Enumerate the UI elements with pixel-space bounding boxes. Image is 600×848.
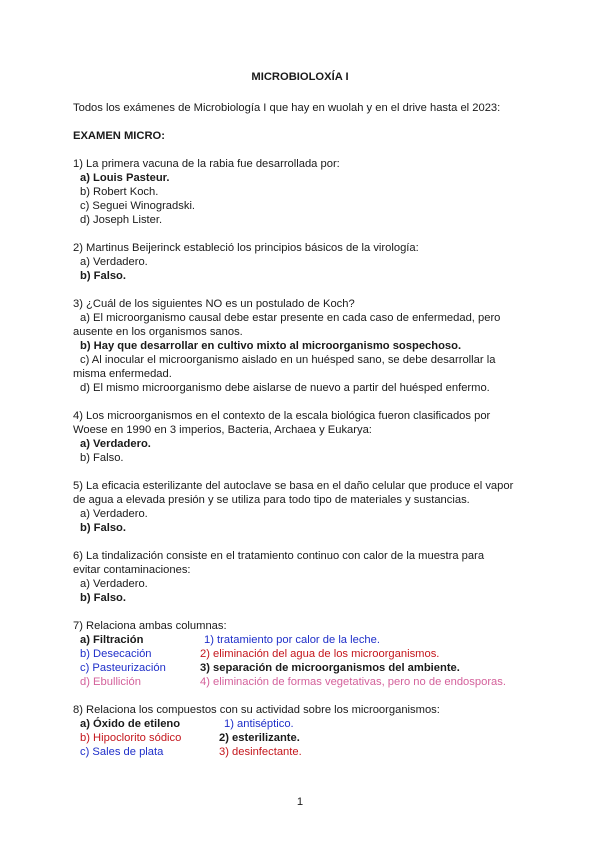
question-3-option-c-cont: misma enfermedad. (73, 368, 172, 380)
q7-left-c: c) Pasteurización (80, 662, 166, 674)
question-3-stem: 3) ¿Cuál de los siguientes NO es un postulado de Koch? (73, 298, 355, 310)
question-6-option-b: b) Falso. (80, 592, 126, 604)
question-6-stem: 6) La tindalización consiste en el tratamiento continuo con calor de la muestra para (73, 550, 485, 562)
question-7-stem: 7) Relaciona ambas columnas: (73, 620, 227, 632)
question-2-option-b: b) Falso. (80, 270, 126, 282)
document-title: MICROBIOLOXÍA I (251, 71, 349, 83)
question-1-option-a: a) Louis Pasteur. (80, 172, 170, 184)
intro-text: Todos los exámenes de Microbiología I que hay en wuolah y en el drive hasta el 2023: (73, 102, 501, 114)
question-4-stem-cont: Woese en 1990 en 3 imperios, Bacteria, Archaea y Eukarya: (73, 424, 372, 436)
question-3-option-c: c) Al inocular el microorganismo aislado en un huésped sano, se debe desarrollar la (80, 354, 496, 366)
q8-left-c: c) Sales de plata (80, 746, 164, 758)
question-1-option-c: c) Seguei Winogradski. (80, 200, 196, 212)
q8-right-3: 3) desinfectante. (219, 746, 302, 758)
q7-right-1: 1) tratamiento por calor de la leche. (204, 634, 380, 646)
q7-right-3: 3) separación de microorganismos del ambiente. (200, 662, 460, 674)
question-4-stem: 4) Los microorganismos en el contexto de la escala biológica fueron clasificados por (73, 410, 491, 422)
q7-right-4: 4) eliminación de formas vegetativas, pero no de endosporas. (200, 676, 506, 688)
question-8-stem: 8) Relaciona los compuestos con su actividad sobre los microorganismos: (73, 704, 440, 716)
question-3-option-a: a) El microorganismo causal debe estar presente en cada caso de enfermedad, pero (80, 312, 501, 324)
question-5-option-b: b) Falso. (80, 522, 126, 534)
question-1-option-b: b) Robert Koch. (80, 186, 159, 198)
question-4-option-b: b) Falso. (80, 452, 124, 464)
q7-left-b: b) Desecación (80, 648, 152, 660)
question-6-option-a: a) Verdadero. (80, 578, 148, 590)
q8-left-a: a) Óxido de etileno (80, 718, 181, 730)
question-3-option-b: b) Hay que desarrollar en cultivo mixto al microorganismo sospechoso. (80, 340, 462, 352)
q8-right-2: 2) esterilizante. (219, 732, 300, 744)
q7-left-a: a) Filtración (80, 634, 144, 646)
q8-left-b: b) Hipoclorito sódico (80, 732, 182, 744)
question-6-stem-cont: evitar contaminaciones: (73, 564, 191, 576)
question-1-option-d: d) Joseph Lister. (80, 214, 163, 226)
question-3-option-d: d) El mismo microorganismo debe aislarse de nuevo a partir del huésped enfermo. (80, 382, 490, 394)
question-2-option-a: a) Verdadero. (80, 256, 148, 268)
question-5-stem-cont: de agua a elevada presión y se utiliza para todo tipo de materiales y sustancias. (73, 494, 470, 506)
q7-right-2: 2) eliminación del agua de los microorganismos. (200, 648, 440, 660)
page-number: 1 (296, 796, 304, 808)
question-4-option-a: a) Verdadero. (80, 438, 151, 450)
question-1-stem: 1) La primera vacuna de la rabia fue desarrollada por: (73, 158, 340, 170)
q8-right-1: 1) antiséptico. (224, 718, 294, 730)
section-heading: EXAMEN MICRO: (73, 130, 165, 142)
question-5-option-a: a) Verdadero. (80, 508, 148, 520)
q7-left-d: d) Ebullición (80, 676, 141, 688)
question-3-option-a-cont: ausente en los organismos sanos. (73, 326, 243, 338)
question-2-stem: 2) Martinus Beijerinck estableció los principios básicos de la virología: (73, 242, 419, 254)
question-5-stem: 5) La eficacia esterilizante del autoclave se basa en el daño celular que produce el vapor (73, 480, 514, 492)
